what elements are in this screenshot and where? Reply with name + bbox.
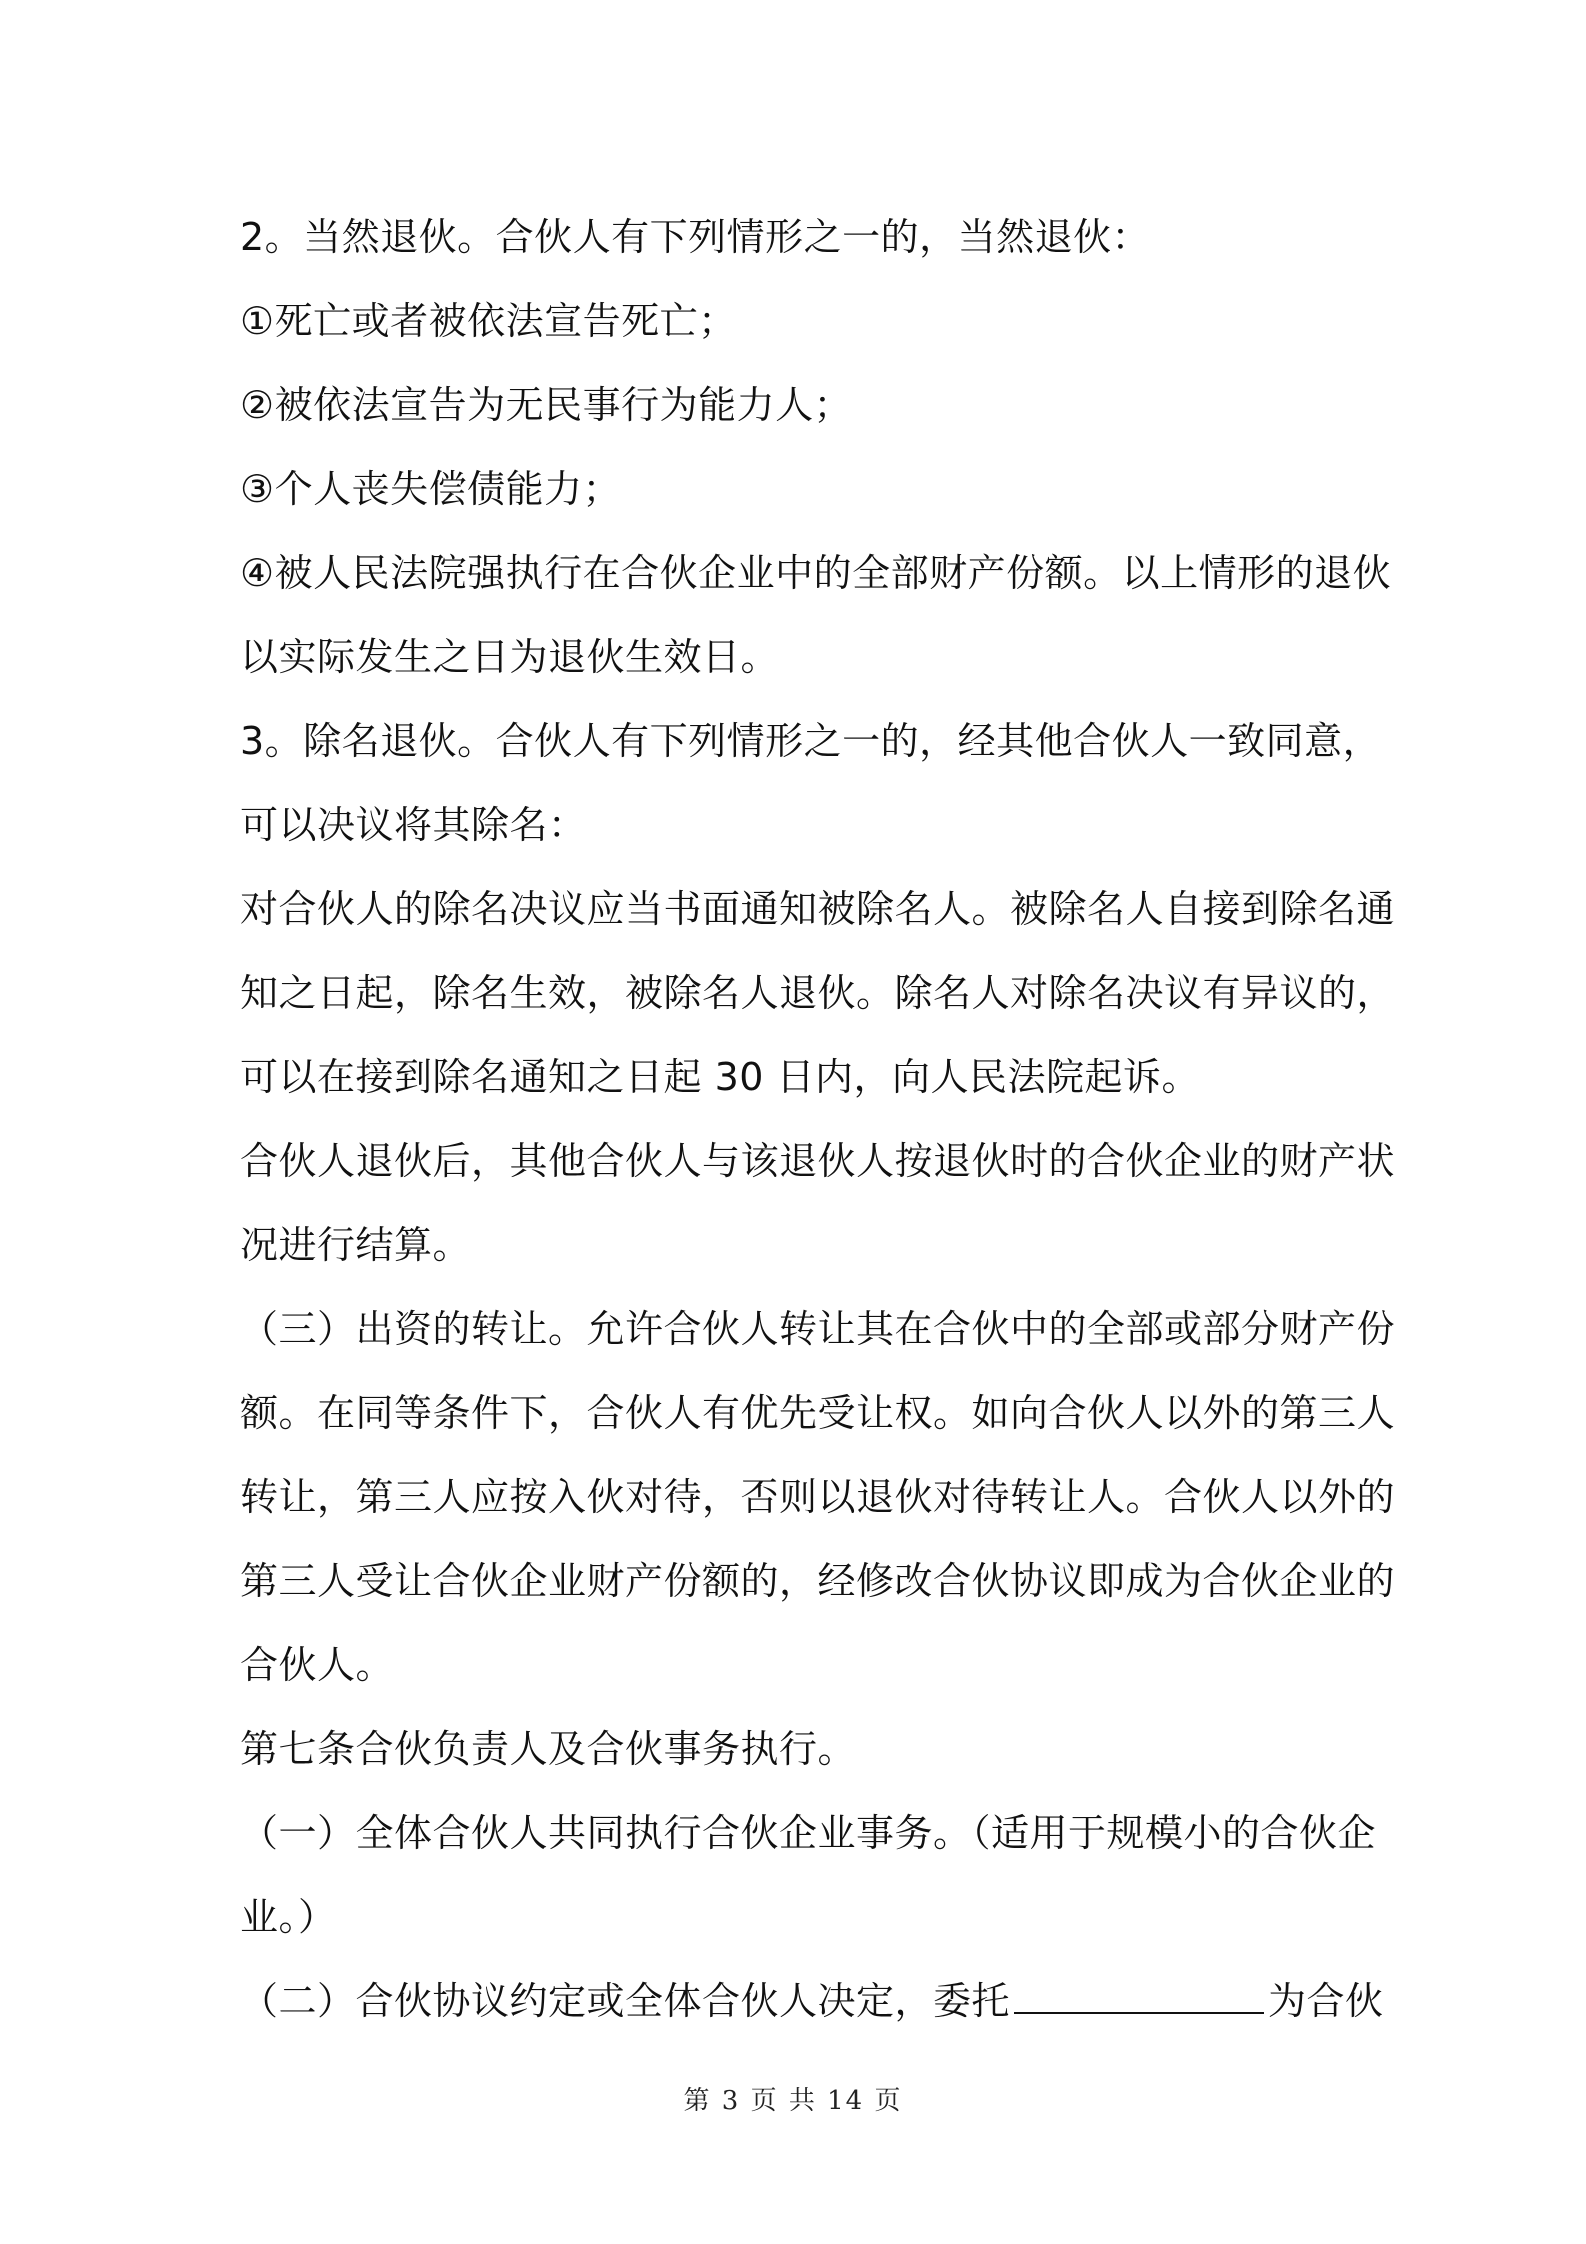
text-line: 况进行结算。 [240, 1223, 472, 1267]
text-line: 合伙人。 [240, 1643, 395, 1687]
text-after-blank: 为合伙 [1268, 1979, 1384, 2023]
text-line: 第七条合伙负责人及合伙事务执行。 [240, 1727, 857, 1771]
document-body [240, 195, 1396, 2043]
text-line: 合伙人退伙后，其他合伙人与该退伙人按退伙时的合伙企业的财产状 [240, 1139, 1396, 1183]
text-line: 可以决议将其除名： [240, 803, 587, 847]
text-line: 对合伙人的除名决议应当书面通知被除名人。被除名人自接到除名通 [240, 887, 1396, 931]
text-line: （一）全体合伙人共同执行合伙企业事务。（适用于规模小的合伙企 [240, 1811, 1377, 1855]
text-line: 额。在同等条件下，合伙人有优先受让权。如向合伙人以外的第三人 [240, 1391, 1396, 1435]
text-line: 3。除名退伙。合伙人有下列情形之一的，经其他合伙人一致同意， [240, 719, 1382, 763]
text-line: 业。） [240, 1895, 337, 1939]
text-line: 第三人受让合伙企业财产份额的，经修改合伙协议即成为合伙企业的 [240, 1559, 1396, 1603]
text-line-with-blank [240, 1959, 1384, 2043]
text-line: ①死亡或者被依法宣告死亡； [240, 299, 737, 343]
text-line: （三）出资的转让。允许合伙人转让其在合伙中的全部或部分财产份 [240, 1307, 1396, 1351]
text-line: 知之日起，除名生效，被除名人退伙。除名人对除名决议有异议的， [240, 971, 1396, 1015]
text-line: 以实际发生之日为退伙生效日。 [240, 635, 780, 679]
text-line: ②被依法宣告为无民事行为能力人； [240, 383, 853, 427]
text-line: ③个人丧失偿债能力； [240, 467, 622, 511]
text-line: ④被人民法院强执行在合伙企业中的全部财产份额。以上情形的退伙 [240, 551, 1392, 595]
text-line: 转让，第三人应按入伙对待，否则以退伙对待转让人。合伙人以外的 [240, 1475, 1396, 1519]
text-before-blank: （二）合伙协议约定或全体合伙人决定，委托 [240, 1979, 1011, 2023]
text-line: 2。当然退伙。合伙人有下列情形之一的，当然退伙： [240, 215, 1151, 259]
text-line: 可以在接到除名通知之日起 30 日内，向人民法院起诉。 [240, 1055, 1201, 1099]
page-number-footer: 第 3 页 共 14 页 [683, 2086, 903, 2116]
fill-in-blank [1014, 1980, 1264, 2014]
